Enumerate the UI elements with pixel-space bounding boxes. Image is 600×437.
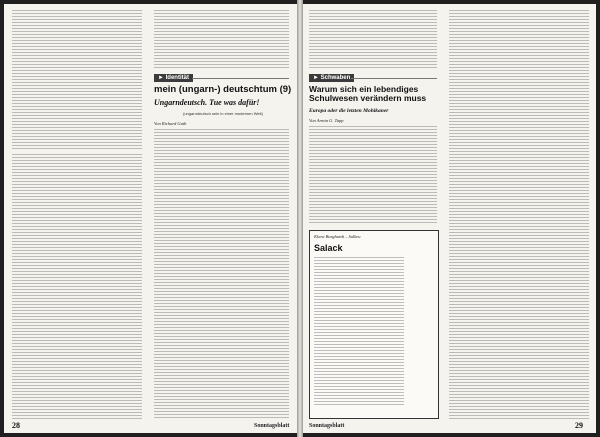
article-subtitle-right: Europa oder die letzten Mohikaner [309, 108, 389, 114]
article-byline: Von Richard Guth [154, 121, 187, 126]
poem-box [309, 230, 439, 419]
poem-lines [314, 257, 404, 407]
right-page-number: 29 [575, 421, 583, 430]
section-tag-right: ► Schwaben [309, 74, 354, 82]
article-title-right: Warum sich ein lebendiges Schulwesen verändern muss [309, 84, 427, 104]
left-body-column-1 [12, 154, 142, 419]
right-body-column-1 [309, 126, 437, 224]
article-byline-right: Von Armin G. Tapp [309, 118, 344, 123]
right-top-column-1 [309, 10, 437, 68]
poem-header: Klara Burghardt – Salkeu [314, 234, 361, 239]
article-title: mein (ungarn-) deutschtum (9) [154, 84, 292, 95]
left-brand: Sonntagsblatt [254, 423, 290, 429]
left-top-column-2 [154, 10, 289, 68]
section-tag: ► Identität [154, 74, 193, 82]
poem-title: Salack [314, 243, 343, 253]
right-column-3 [449, 10, 589, 419]
left-body-column-2 [154, 129, 289, 419]
article-kicker: (ungarndeutsch sein in einer modernen Welt) [183, 111, 263, 116]
section-rule-right [351, 78, 437, 79]
section-rule [192, 78, 289, 79]
right-page [303, 4, 596, 433]
article-subtitle: Ungarndeutsch. Tue was dafür! [154, 98, 260, 107]
left-page [4, 4, 297, 433]
section-tag-label: Identität [165, 75, 189, 81]
left-page-number: 28 [12, 421, 20, 430]
section-tag-right-label: Schwaben [320, 75, 351, 81]
right-brand: Sonntagsblatt [309, 423, 345, 429]
